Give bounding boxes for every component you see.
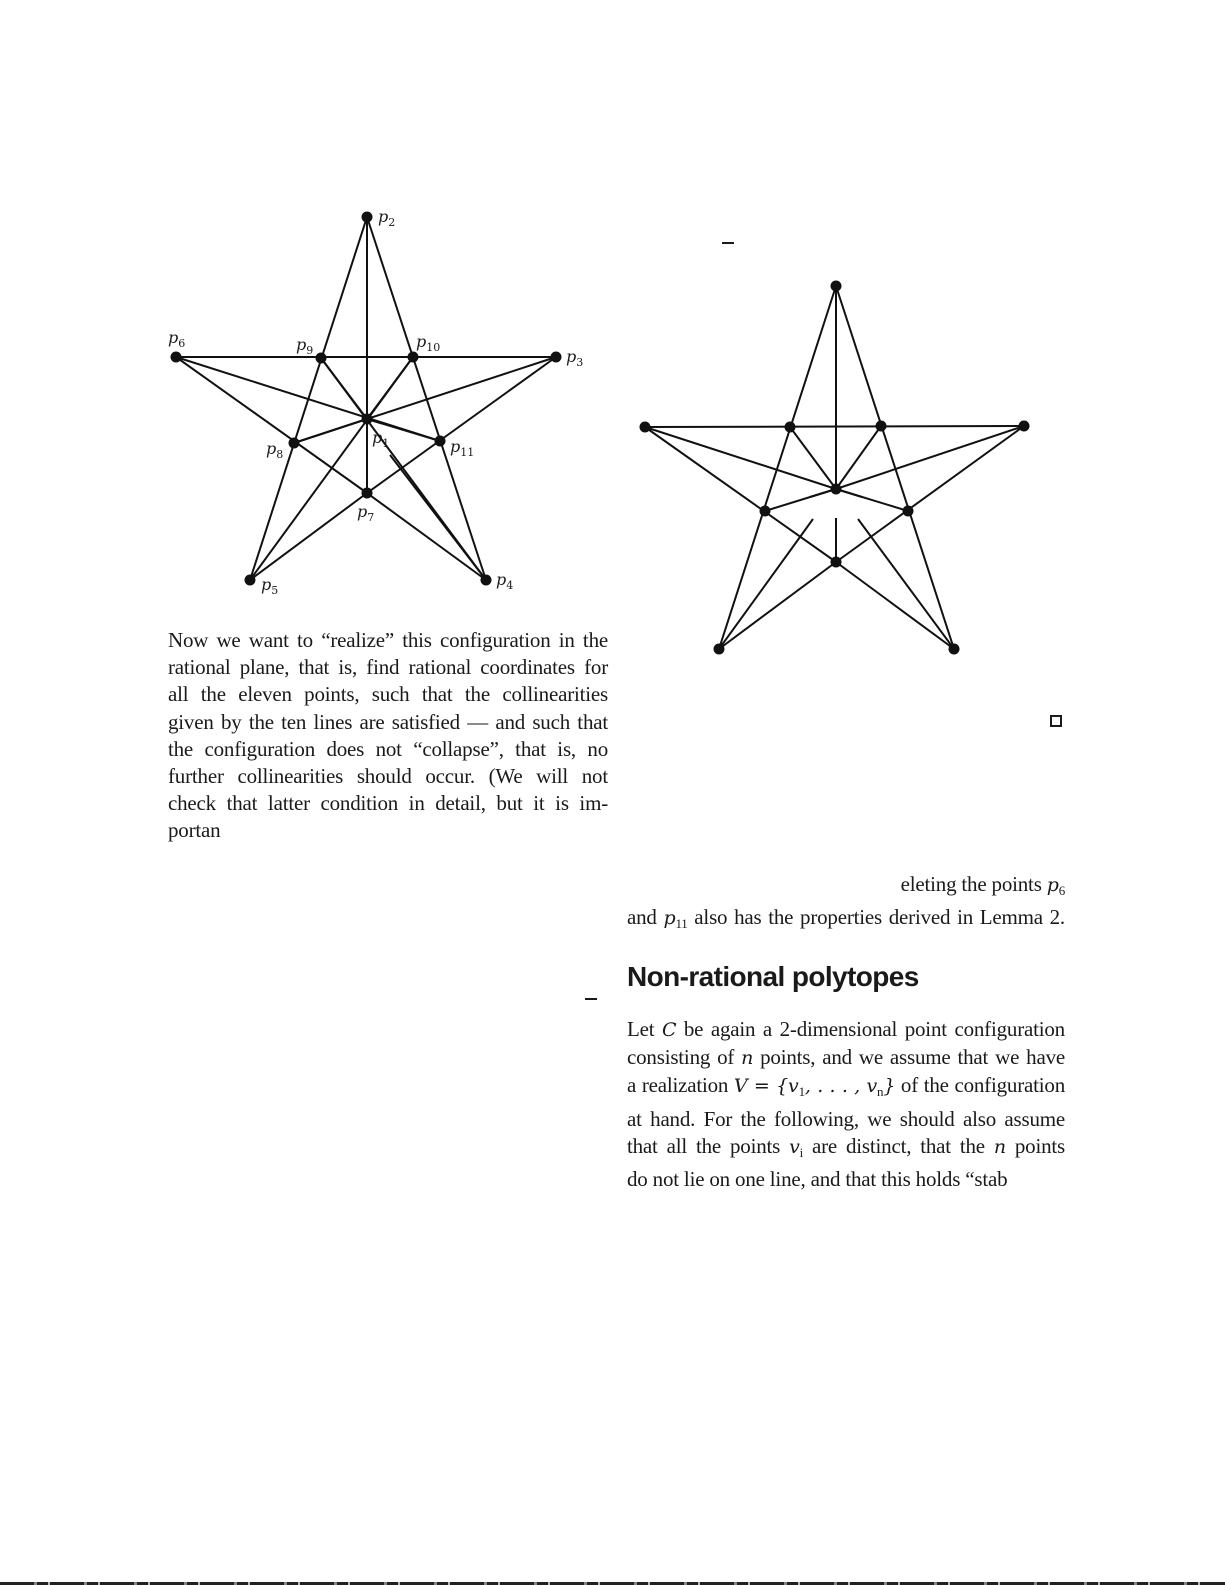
point-4 bbox=[714, 644, 725, 655]
point-8 bbox=[760, 506, 771, 517]
configuration-line bbox=[645, 426, 1024, 427]
point-label-p8: $p_8$ bbox=[266, 439, 284, 461]
unlabeled-star-diagram bbox=[0, 0, 1225, 700]
configuration-line bbox=[645, 427, 836, 562]
configuration-line bbox=[719, 519, 813, 649]
text-line: given by the ten lines are satisfied — and such that bbox=[168, 709, 608, 734]
point-5 bbox=[640, 422, 651, 433]
text-line: all the eleven points, such that the collinearities bbox=[168, 682, 608, 707]
text-line: rational plane, that is, find rational coordinates for bbox=[168, 655, 608, 680]
configuration-line bbox=[836, 286, 954, 649]
dash-mark-middle bbox=[585, 998, 597, 1000]
text-line: Let C be again a 2-dimensional point configuration bbox=[627, 1017, 1065, 1041]
text-line: that all the points $v_i$ are distinct, that the n points bbox=[627, 1133, 1065, 1160]
text-line: further collinearities should occur. (We will not bbox=[168, 764, 608, 789]
point-2 bbox=[1019, 421, 1030, 432]
text-line: portan bbox=[168, 818, 221, 843]
point-11 bbox=[903, 506, 914, 517]
point-label-p11: $p_{11}$ bbox=[450, 437, 475, 459]
point-label-p1: $p_1$ bbox=[372, 428, 390, 450]
configuration-line bbox=[719, 286, 836, 649]
section-heading: Non-rational polytopes bbox=[627, 961, 919, 992]
text-line: Now we want to “realize” this configuration in the bbox=[168, 628, 608, 652]
point-1 bbox=[831, 281, 842, 292]
configuration-line bbox=[836, 426, 881, 489]
configuration-line bbox=[645, 427, 836, 489]
text-line: eleting the points $p_6$ bbox=[900, 872, 1065, 898]
text-line: do not lie on one line, and that this holds “stab bbox=[627, 1167, 1008, 1192]
configuration-line bbox=[719, 562, 836, 649]
point-9 bbox=[785, 422, 796, 433]
text-line: the configuration does not “collapse”, that is, no bbox=[168, 736, 608, 761]
point-7 bbox=[831, 557, 842, 568]
point-label-p2: $p_2$ bbox=[378, 207, 396, 229]
point-6 bbox=[831, 484, 842, 495]
configuration-line bbox=[836, 426, 1024, 489]
text-line: and $p_{11}$ also has the properties derived in Lemma 2. bbox=[627, 905, 1065, 932]
configuration-line bbox=[790, 427, 836, 489]
point-label-p10: $p_{10}$ bbox=[416, 332, 441, 354]
configuration-line bbox=[858, 519, 954, 649]
text-line: consisting of n points, and we assume that we have bbox=[627, 1045, 1065, 1070]
text-line: a realization $V = \{v_1$, . . . , $v_n$} of the configuration bbox=[627, 1073, 1065, 1100]
dash-mark-top bbox=[722, 242, 734, 244]
point-label-p3: $p_3$ bbox=[566, 347, 584, 369]
point-label-p5: $p_5$ bbox=[261, 575, 279, 597]
point-3 bbox=[949, 644, 960, 655]
text-line: at hand. For the following, we should also assume bbox=[627, 1106, 1065, 1131]
left-paragraph bbox=[168, 627, 608, 845]
figure-right-star-configuration bbox=[0, 0, 1225, 700]
point-label-p7: $p_7$ bbox=[357, 502, 375, 524]
point-label-p4: $p_4$ bbox=[496, 570, 514, 592]
point-label-p6: $p_6$ bbox=[168, 328, 186, 350]
text-line: check that latter condition in detail, but it is im- bbox=[168, 791, 608, 816]
configuration-line bbox=[836, 426, 1024, 562]
right-paragraph-top bbox=[627, 871, 1065, 937]
point-10 bbox=[876, 421, 887, 432]
qed-symbol bbox=[1050, 715, 1062, 727]
right-paragraph-bottom bbox=[627, 1016, 1065, 1193]
configuration-line bbox=[836, 562, 954, 649]
point-label-p9: $p_9$ bbox=[296, 335, 314, 357]
